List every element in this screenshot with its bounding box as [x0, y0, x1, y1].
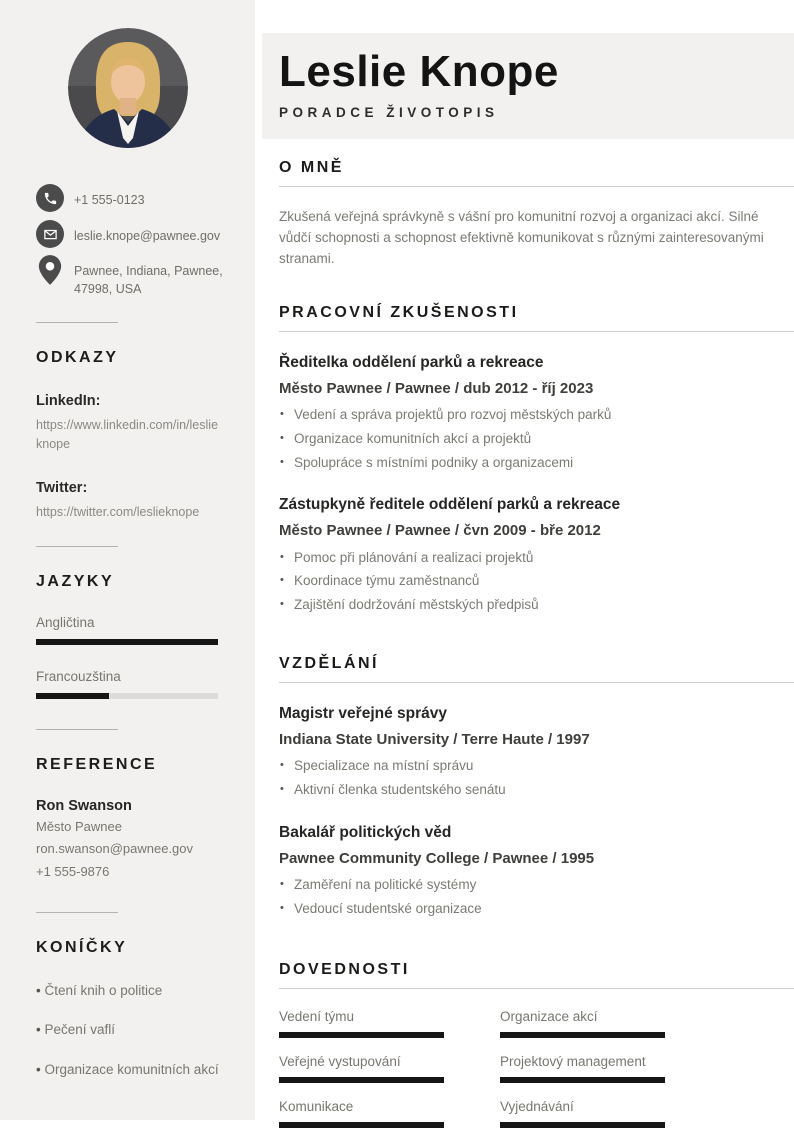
job-bullet: • Spolupráce s místními podniky a organizacemi [279, 456, 794, 471]
skill-bar [279, 1122, 444, 1128]
skill-bar-fill [500, 1077, 665, 1083]
job-entry [279, 495, 794, 613]
twitter-label: Twitter: [36, 479, 88, 496]
skills-heading: DOVEDNOSTI [279, 960, 410, 978]
skill-bar [500, 1032, 665, 1038]
language-bar-fill [36, 693, 109, 699]
degree-bullet: • Aktivní členka studentského senátu [279, 783, 794, 798]
languages-heading: JAZYKY [36, 572, 115, 590]
job-entry [279, 353, 794, 471]
education-entry [279, 704, 794, 798]
section-rule [279, 331, 794, 332]
skill-item [500, 1054, 665, 1083]
sidebar [0, 0, 255, 1120]
degree-title: Magistr veřejné správy [279, 705, 448, 723]
hobby-item: • Pečení vaflí [36, 1020, 225, 1040]
hobbies-list [36, 981, 225, 1080]
section-rule [279, 186, 794, 187]
education-entry [279, 823, 794, 917]
degree-meta: Indiana State University / Terre Haute / 1997 [279, 731, 590, 749]
sidebar-divider [36, 546, 118, 547]
skill-name: Veřejné vystupování [279, 1053, 401, 1069]
degree-bullet: • Zaměření na politické systémy [279, 878, 794, 893]
degree-bullets [279, 759, 794, 798]
job-bullet: • Zajištění dodržování městských předpisů [279, 598, 794, 613]
contact-list [36, 184, 235, 298]
contact-phone: +1 555-0123 [74, 193, 145, 207]
main-content [279, 139, 794, 1128]
language-name: Angličtina [36, 614, 95, 630]
language-item [36, 669, 219, 699]
contact-email-row [36, 220, 235, 248]
location-pin-icon [36, 256, 64, 284]
job-bullet: • Organizace komunitních akcí a projektů [279, 432, 794, 447]
reference-name: Ron Swanson [36, 797, 132, 814]
experience-heading: PRACOVNÍ ZKUŠENOSTI [279, 303, 519, 321]
reference-heading: REFERENCE [36, 755, 158, 773]
reference-phone: +1 555-9876 [36, 864, 110, 880]
skill-item [279, 1009, 444, 1038]
language-bar-fill [36, 639, 218, 645]
links-heading: ODKAZY [36, 349, 119, 367]
hobbies-heading: KONÍČKY [36, 939, 128, 957]
job-bullet: • Koordinace týmu zaměstnanců [279, 574, 794, 589]
sidebar-divider [36, 322, 118, 323]
skill-name: Projektový management [500, 1053, 646, 1069]
skill-name: Komunikace [279, 1098, 354, 1114]
job-bullet: • Pomoc při plánování a realizaci projektů [279, 551, 794, 566]
section-rule [279, 682, 794, 683]
linkedin-label: LinkedIn: [36, 393, 101, 410]
skill-bar [500, 1077, 665, 1083]
linkedin-url[interactable]: https://www.linkedin.com/in/leslieknope [36, 418, 219, 451]
skill-bar-fill [279, 1077, 444, 1083]
sidebar-divider [36, 912, 118, 913]
profile-photo [68, 28, 188, 148]
twitter-url[interactable]: https://twitter.com/leslieknope [36, 504, 200, 519]
degree-bullets [279, 878, 794, 917]
degree-meta: Pawnee Community College / Pawnee / 1995 [279, 849, 595, 867]
skill-item [500, 1009, 665, 1038]
avatar-illustration [68, 28, 188, 148]
about-text: Zkušená veřejná správkyně s vášní pro komunitní rozvoj a organizaci akcí. Silné vůdčí schopnosti a schopnost efektivně komunikovat s různými zainteresovanými stranami. [279, 209, 764, 266]
education-heading: VZDĚLÁNÍ [279, 655, 379, 673]
contact-phone-row [36, 184, 235, 212]
contact-address-row [36, 256, 235, 298]
job-bullet: • Vedení a správa projektů pro rozvoj městských parků [279, 408, 794, 423]
skills-grid [279, 1009, 794, 1128]
language-bar [36, 639, 218, 645]
hobby-item: • Organizace komunitních akcí [36, 1060, 225, 1080]
skill-bar [500, 1122, 665, 1128]
degree-title: Bakalář politických věd [279, 824, 452, 842]
reference-organization: Město Pawnee [36, 818, 122, 834]
skill-bar-fill [500, 1032, 665, 1038]
language-item [36, 615, 219, 645]
job-title: Zástupkyně ředitele oddělení parků a rekreace [279, 496, 621, 514]
skill-bar [279, 1077, 444, 1083]
skill-bar-fill [500, 1122, 665, 1128]
skill-bar-fill [279, 1122, 444, 1128]
reference-email: ron.swanson@pawnee.gov [36, 841, 194, 857]
degree-bullet: • Specializace na místní správu [279, 759, 794, 774]
skill-name: Vyjednávání [500, 1098, 574, 1114]
main-column [262, 0, 794, 1120]
job-bullets [279, 551, 794, 614]
degree-bullet: • Vedoucí studentské organizace [279, 902, 794, 917]
person-title: PORADCE ŽIVOTOPIS [279, 105, 499, 121]
header-band [262, 33, 794, 139]
language-bar [36, 693, 218, 699]
section-rule [279, 988, 794, 989]
language-name: Francouzština [36, 668, 121, 684]
sidebar-divider [36, 729, 118, 730]
hobby-item: • Čtení knih o politice [36, 981, 225, 1001]
job-bullets [279, 408, 794, 471]
skill-item [279, 1099, 444, 1128]
skill-item [500, 1099, 665, 1128]
skill-item [279, 1054, 444, 1083]
contact-address: Pawnee, Indiana, Pawnee, 47998, USA [74, 264, 223, 297]
skill-name: Vedení týmu [279, 1008, 355, 1024]
email-icon [36, 220, 64, 248]
skill-name: Organizace akcí [500, 1008, 598, 1024]
about-heading: O MNĚ [279, 159, 344, 176]
contact-email: leslie.knope@pawnee.gov [74, 229, 221, 243]
person-name: Leslie Knope [279, 47, 559, 96]
phone-icon [36, 184, 64, 212]
skill-bar [279, 1032, 444, 1038]
skill-bar-fill [279, 1032, 444, 1038]
job-meta: Město Pawnee / Pawnee / čvn 2009 - bře 2012 [279, 522, 601, 540]
job-title: Ředitelka oddělení parků a rekreace [279, 353, 544, 371]
job-meta: Město Pawnee / Pawnee / dub 2012 - říj 2023 [279, 379, 594, 397]
